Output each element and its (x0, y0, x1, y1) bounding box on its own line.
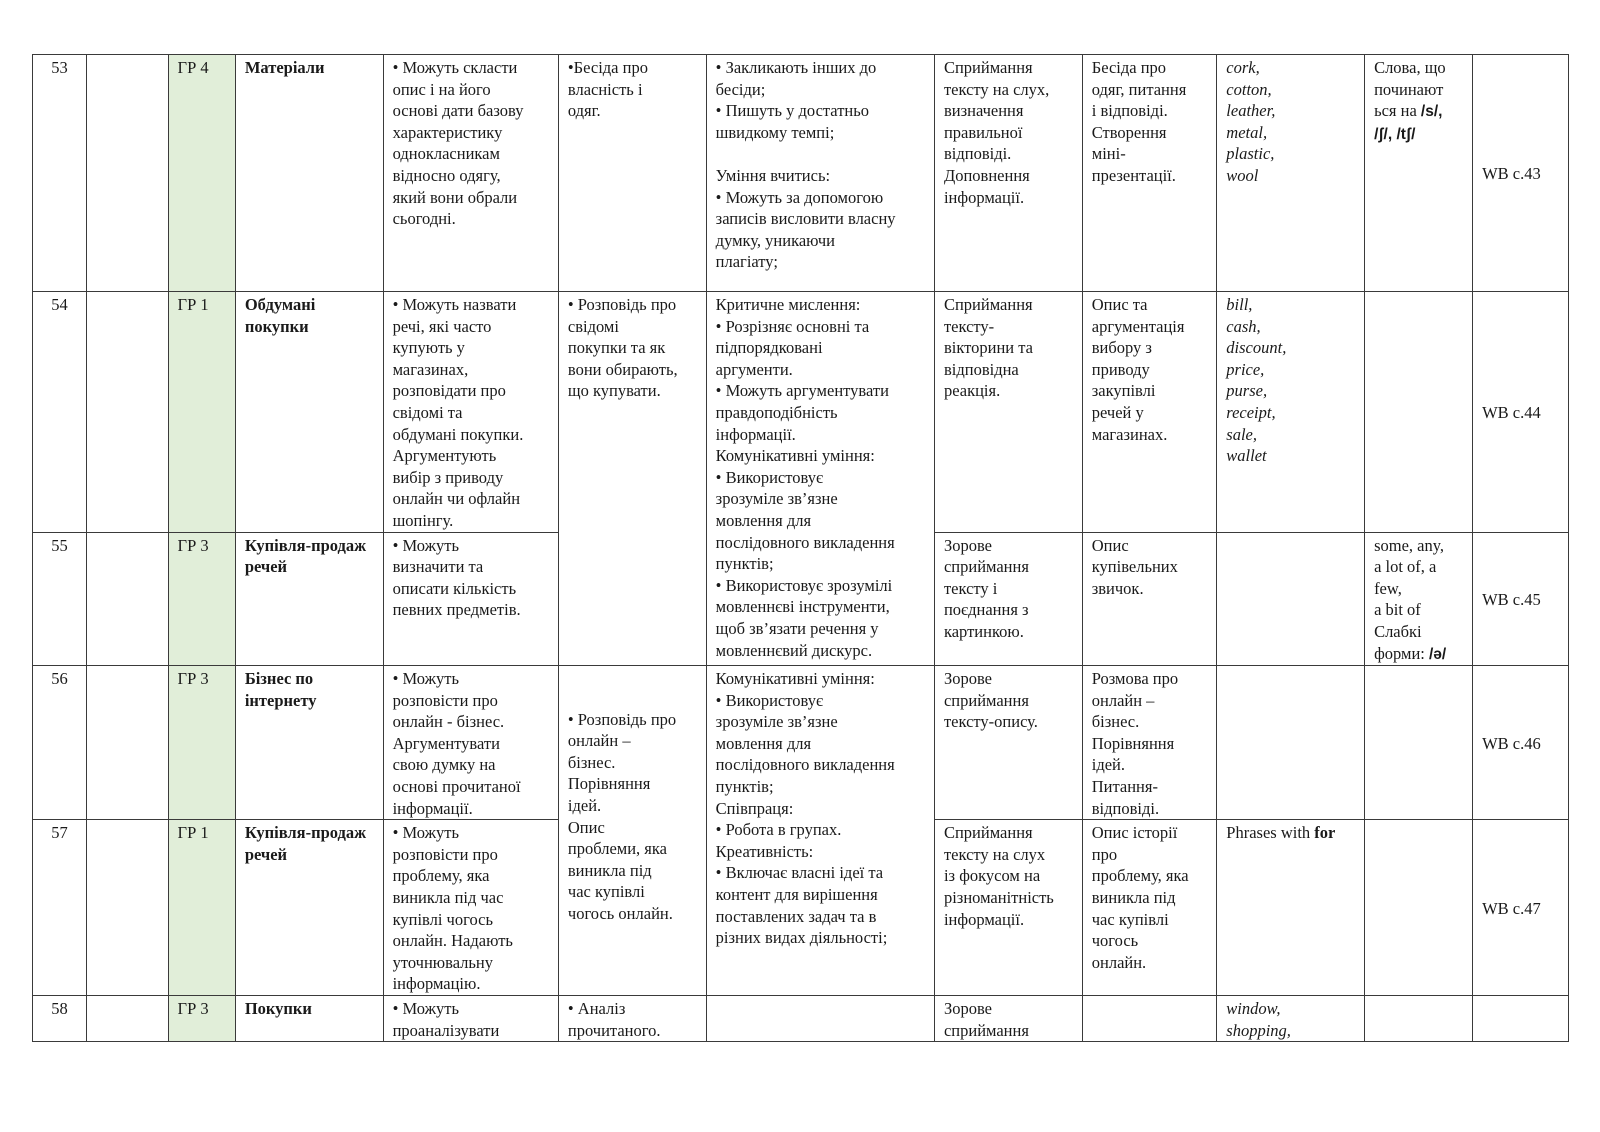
date-cell (87, 996, 169, 1042)
cell-line: тексту- (943, 316, 995, 336)
lesson-number: 53 (33, 55, 87, 292)
cell-line: window, (1226, 999, 1281, 1018)
cell-line: проблему, яка (1091, 866, 1189, 886)
cell-line: із фокусом на (943, 866, 1041, 886)
cell-line: купівлі чогось (392, 909, 493, 929)
cell-line: Зорове (943, 999, 993, 1018)
cell-line: свідомі та (392, 402, 463, 422)
cell-line: • Розповідь про (567, 709, 677, 729)
cell-line: розповісти про (392, 844, 498, 864)
cell-line: зрозуміле зв’язне (715, 712, 838, 732)
cell-line: cotton, (1226, 79, 1272, 99)
cell-line: Опис історії (1091, 823, 1178, 843)
cell-line: ідей. (567, 795, 602, 815)
cell-line: проблему, яка (392, 866, 490, 886)
cell-line: різноманітність (943, 888, 1054, 908)
cell-line: інформації. (943, 187, 1025, 207)
cell-line: думку, уникаючи (715, 230, 835, 250)
cell-line: cash, (1226, 316, 1261, 336)
cell-line: вибір з приводу (392, 467, 504, 487)
cell-line: shopping, (1226, 1020, 1291, 1040)
cell-line: інформації. (392, 798, 473, 818)
cell-line: сприймання (943, 1020, 1029, 1040)
cell-line: Креативність: (715, 841, 814, 861)
cell-line: • Робота в групах. (715, 820, 842, 840)
cell-line: сьогодні. (392, 209, 456, 229)
cell-line: • Аналіз (567, 999, 626, 1018)
skills-cell (706, 666, 934, 996)
vocabulary-cell (1217, 292, 1365, 533)
interaction-cell (1082, 666, 1217, 820)
cell-line: Зорове (943, 669, 993, 689)
cell-line: • Можуть (392, 999, 459, 1018)
date-cell (87, 292, 169, 533)
topic-cell: Матеріали (235, 55, 383, 292)
cell-line: cork, (1226, 58, 1260, 77)
cell-line: закупівлі (1091, 381, 1156, 401)
cell-line: розповісти про (392, 690, 498, 710)
cell-line: відносно одягу, (392, 165, 501, 185)
cell-line: покупки та як (567, 338, 666, 358)
cell-line: опис і на його (392, 79, 491, 99)
cell-line: plastic, (1226, 144, 1275, 164)
workbook-ref: WB c.47 (1473, 820, 1569, 996)
cell-line: • Використовує зрозумілі (715, 575, 893, 595)
cell-line: тексту і (943, 578, 998, 598)
cell-line: Розмова про (1091, 669, 1179, 689)
cell-line: характеристику (392, 122, 503, 142)
cell-line: Комунікативні уміння: (715, 669, 875, 689)
cell-line: відповіді. (943, 144, 1012, 164)
cell-line: інформації. (943, 909, 1025, 929)
cell-line: контент для вирішення (715, 885, 878, 905)
date-cell (87, 820, 169, 996)
cell-line: сприймання (943, 690, 1029, 710)
cell-line: ідей. (1091, 755, 1126, 775)
listening-cell (934, 292, 1082, 533)
cell-line: певних предметів. (392, 600, 521, 620)
outcomes-cell (383, 820, 558, 996)
cell-line: Опис (567, 817, 605, 837)
grammar-cell (1365, 532, 1473, 666)
interaction-cell (1082, 996, 1217, 1042)
cell-line: • Можуть назвати (392, 295, 517, 314)
lesson-number: 54 (33, 292, 87, 533)
cell-line: проаналізувати (392, 1020, 500, 1040)
cell-line: • Можуть аргументувати (715, 381, 889, 401)
cell-line: правдоподібність (715, 402, 838, 422)
grammar-cell (1365, 292, 1473, 533)
cell-line: речі, які часто (392, 316, 492, 336)
cell-line: онлайн. Надають (392, 931, 513, 951)
cell-line: виникла під (567, 860, 652, 880)
cell-line: шопінгу. (392, 510, 454, 530)
cell-line: wallet (1226, 446, 1267, 466)
cell-line: і відповіді. (1091, 101, 1168, 121)
cell-line: що купувати. (567, 381, 661, 401)
cell-line: Уміння вчитись: (715, 165, 831, 185)
cell-line: Зорове (943, 535, 993, 555)
cell-line: purse, (1226, 381, 1268, 401)
cell-line: Доповнення (943, 165, 1030, 185)
cell-line: про (1091, 844, 1118, 864)
topic-cell: Купівля-продаж речей (235, 820, 383, 996)
cell-line: чогось онлайн. (567, 903, 673, 923)
cell-line: metal, (1226, 122, 1268, 142)
cell-line: • Можуть за допомогою (715, 187, 884, 207)
cell-line: картинкою. (943, 621, 1024, 641)
cell-line: звичок. (1091, 578, 1144, 598)
cell-line: Співпраця: (715, 798, 794, 818)
cell-line: обдумані покупки. (392, 424, 524, 444)
table-row (33, 292, 1569, 533)
cell-line: аргументи. (715, 359, 793, 379)
outcomes-cell (383, 996, 558, 1042)
cell-line: основі прочитаної (392, 777, 521, 797)
cell-line: онлайн. (1091, 952, 1147, 972)
cell-line (716, 143, 925, 165)
grammar-cell (1365, 666, 1473, 820)
cell-line: основі дати базову (392, 101, 524, 121)
cell-line: •Бесіда про (567, 58, 648, 77)
cell-line: власність і (567, 79, 643, 99)
workbook-ref: WB c.46 (1473, 666, 1569, 820)
cell-line: свідомі (567, 316, 619, 336)
cell-line: прочитаного. (567, 1020, 661, 1040)
cell-line: Сприймання (943, 823, 1033, 843)
cell-line: receipt, (1226, 402, 1276, 422)
lesson-plan-table (32, 54, 1569, 1042)
grammar-cell (1365, 55, 1473, 292)
cell-line: Критичне мислення: (715, 295, 861, 314)
cell-line: Сприймання (943, 295, 1033, 314)
phoneme-sh-ch: /ʃ/, /tʃ/ (1374, 125, 1416, 143)
cell-line: відповіді. (1091, 798, 1160, 818)
topic-cell: Бізнес по інтернету (235, 666, 383, 820)
date-cell (87, 666, 169, 820)
skills-cell (706, 292, 934, 666)
cell-line: підпорядковані (715, 338, 823, 358)
table-row (33, 666, 1569, 820)
topic-cell: Покупки (235, 996, 383, 1042)
cell-line: Порівняння (567, 774, 651, 794)
group-cell: ГР 3 (168, 532, 235, 666)
listening-cell (934, 666, 1082, 820)
cell-line: купівельних (1091, 557, 1178, 577)
cell-line: записів висловити власну (715, 209, 896, 229)
cell-line: • Можуть (392, 669, 459, 689)
cell-line: описати кількість (392, 578, 517, 598)
cell-line: мовлення для (715, 510, 812, 530)
cell-line: • Пишуть у достатньо (715, 101, 870, 121)
listening-cell (934, 532, 1082, 666)
cell-line: • Можуть (392, 535, 459, 555)
group-cell: ГР 1 (168, 820, 235, 996)
speaking-cell (558, 666, 706, 996)
cell-line: щоб зв’язати речення у (715, 618, 879, 638)
cell-line: інформації. (715, 424, 796, 444)
interaction-cell (1082, 55, 1217, 292)
vocabulary-cell (1217, 666, 1365, 820)
cell-line: виникла під час (392, 888, 504, 908)
cell-line: мовлення для (715, 733, 812, 753)
cell-line: однокласникам (392, 144, 500, 164)
cell-line: • Можуть (392, 823, 459, 843)
cell-line: одяг, питання (1091, 79, 1187, 99)
cell-line: • Розрізняє основні та (715, 316, 870, 336)
cell-line: правильної (943, 122, 1023, 142)
cell-line: • Розповідь про (567, 295, 677, 314)
vocabulary-cell (1217, 532, 1365, 666)
outcomes-cell (383, 532, 558, 666)
cell-line: онлайн – (1091, 690, 1155, 710)
cell-line: чогось (1091, 931, 1139, 951)
cell-line: визначити та (392, 557, 484, 577)
cell-line: Сприймання (943, 58, 1033, 77)
phoneme-s: /s/, (1420, 103, 1443, 121)
cell-line: речей у (1091, 402, 1144, 422)
cell-line: уточнювальну (392, 952, 493, 972)
cell-line: пунктів; (715, 777, 774, 797)
skills-cell (706, 996, 934, 1042)
cell-line: мовленнєвий дискурс. (715, 640, 873, 660)
cell-line: wool (1226, 165, 1259, 185)
workbook-ref: WB c.44 (1473, 292, 1569, 533)
cell-line: • Можуть скласти (392, 58, 518, 77)
group-cell: ГР 1 (168, 292, 235, 533)
cell-line: онлайн - бізнес. (392, 712, 505, 732)
workbook-ref: WB c.43 (1473, 55, 1569, 292)
outcomes-cell (383, 292, 558, 533)
cell-line: приводу (1091, 359, 1150, 379)
cell-line: тексту-опису. (943, 712, 1038, 732)
cell-line: поставлених задач та в (715, 906, 877, 926)
cell-line: проблеми, яка (567, 839, 667, 859)
cell-line: онлайн – (567, 731, 631, 751)
cell-line: пунктів; (715, 554, 774, 574)
cell-line: свою думку на (392, 755, 496, 775)
cell-line: Аргументують (392, 446, 497, 466)
cell-line: Бесіда про (1091, 58, 1167, 77)
cell-line: price, (1226, 359, 1265, 379)
cell-line: виникла під (1091, 888, 1176, 908)
cell-line: вікторини та (943, 338, 1033, 358)
cell-line: час купівлі (567, 882, 645, 902)
topic-cell: Купівля-продаж речей (235, 532, 383, 666)
lesson-number: 58 (33, 996, 87, 1042)
vocabulary-cell (1217, 996, 1365, 1042)
group-cell: ГР 3 (168, 996, 235, 1042)
grammar-text: Слова, що починают ься на (1374, 58, 1446, 121)
cell-line: мовленнєві інструменти, (715, 597, 890, 617)
cell-line: leather, (1226, 101, 1276, 121)
table-row (33, 996, 1569, 1042)
cell-line: послідовного викладення (715, 755, 895, 775)
cell-line: послідовного викладення (715, 532, 895, 552)
vocabulary-phrase: Phrases with (1226, 823, 1315, 843)
cell-line: аргументація (1091, 316, 1185, 336)
cell-line: Аргументувати (392, 733, 500, 753)
cell-line: Опис та (1091, 295, 1148, 314)
workbook-ref: WB c.45 (1473, 532, 1569, 666)
cell-line: онлайн чи офлайн (392, 489, 521, 509)
vocabulary-cell (1217, 820, 1365, 996)
cell-line: вибору з (1091, 338, 1152, 358)
group-cell: ГР 3 (168, 666, 235, 820)
cell-line: discount, (1226, 338, 1287, 358)
grammar-cell (1365, 996, 1473, 1042)
cell-line: • Включає власні ідеї та (715, 863, 884, 883)
cell-line: Комунікативні уміння: (715, 446, 875, 466)
outcomes-cell (383, 666, 558, 820)
skills-cell (706, 55, 934, 292)
interaction-cell (1082, 532, 1217, 666)
cell-line: швидкому темпі; (715, 122, 835, 142)
cell-line: Порівняння (1091, 733, 1175, 753)
cell-line: зрозуміле зв’язне (715, 489, 838, 509)
cell-line: визначення (943, 101, 1024, 121)
cell-line: • Використовує (715, 690, 824, 710)
cell-line: тексту на слух, (943, 79, 1050, 99)
cell-line: • Використовує (715, 467, 824, 487)
cell-line: бесіди; (715, 79, 766, 99)
date-cell (87, 532, 169, 666)
listening-cell (934, 996, 1082, 1042)
cell-line: купують у (392, 338, 465, 358)
cell-line: магазинах. (1091, 424, 1168, 444)
interaction-cell (1082, 292, 1217, 533)
workbook-ref (1473, 996, 1569, 1042)
vocabulary-keyword: for (1314, 823, 1336, 843)
speaking-cell (558, 55, 706, 292)
cell-line: який вони обрали (392, 187, 518, 207)
date-cell (87, 55, 169, 292)
cell-line: bill, (1226, 295, 1253, 314)
lesson-number: 56 (33, 666, 87, 820)
cell-line: • Закликають інших до (715, 58, 877, 77)
cell-line: міні- (1091, 144, 1126, 164)
cell-line: бізнес. (567, 752, 616, 772)
grammar-cell (1365, 820, 1473, 996)
listening-cell (934, 820, 1082, 996)
vocabulary-cell (1217, 55, 1365, 292)
cell-line: магазинах, (392, 359, 469, 379)
listening-cell (934, 55, 1082, 292)
cell-line: реакція. (943, 381, 1001, 401)
lesson-number: 57 (33, 820, 87, 996)
cell-line: сприймання (943, 557, 1029, 577)
cell-line: плагіату; (715, 252, 778, 272)
cell-line: інформацію. (392, 974, 481, 994)
cell-line: бізнес. (1091, 712, 1140, 732)
group-cell: ГР 4 (168, 55, 235, 292)
phoneme-schwa: /ə/ (1429, 645, 1447, 663)
cell-line: Питання- (1091, 777, 1158, 797)
lesson-number: 55 (33, 532, 87, 666)
cell-line: Створення (1091, 122, 1167, 142)
cell-line: тексту на слух (943, 844, 1046, 864)
cell-line: відповідна (943, 359, 1019, 379)
cell-line: розповідати про (392, 381, 506, 401)
cell-line: вони обирають, (567, 359, 678, 379)
grammar-text: some, any, a lot of, a few, a bit of Слабкі форми: (1374, 535, 1445, 663)
speaking-cell (558, 292, 706, 666)
interaction-cell (1082, 820, 1217, 996)
speaking-cell (558, 996, 706, 1042)
outcomes-cell (383, 55, 558, 292)
topic-cell: Обдумані покупки (235, 292, 383, 533)
cell-line: Опис (1091, 535, 1129, 555)
cell-line: sale, (1226, 424, 1257, 444)
table-row (33, 55, 1569, 292)
cell-line: презентації. (1091, 165, 1176, 185)
cell-line: одяг. (567, 101, 601, 121)
cell-line: час купівлі (1091, 909, 1169, 929)
cell-line: поєднання з (943, 600, 1029, 620)
cell-line: різних видах діяльності; (715, 928, 888, 948)
